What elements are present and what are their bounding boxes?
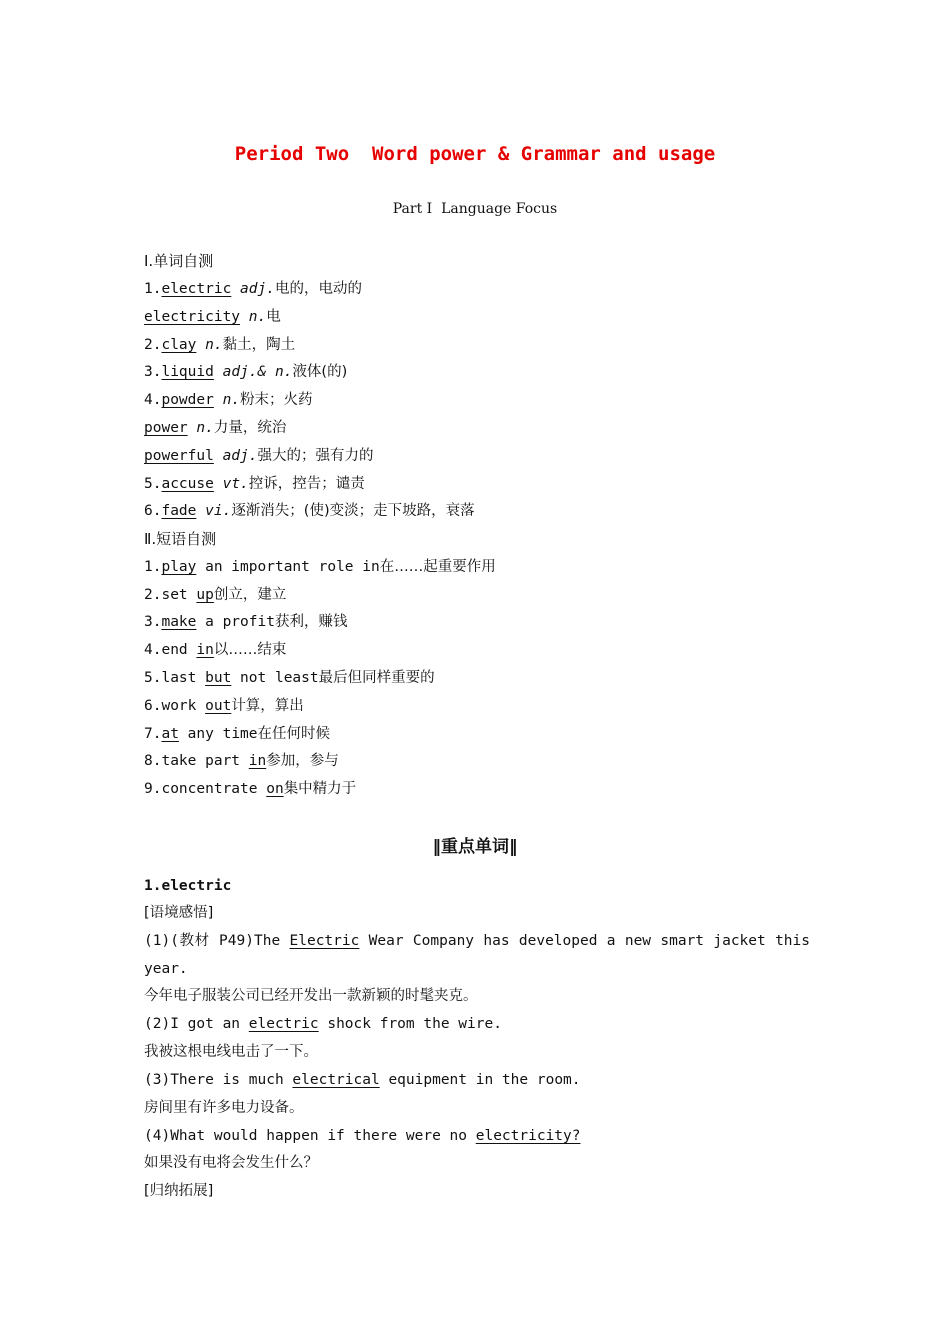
vocab-item: [144, 390, 313, 410]
example-translation: 我被这根电线电击了一下。: [144, 1044, 318, 1060]
example-prefix: (1)(教材 P49)The: [144, 933, 290, 949]
example-keyword: electrical: [292, 1072, 380, 1088]
phrase-item: [144, 779, 356, 799]
phrase-suffix: a profit: [196, 614, 275, 630]
phrase-item: [144, 724, 330, 744]
example-keyword: electricity?: [475, 1128, 581, 1144]
vocab-meaning: 控诉，控告；谴责: [248, 476, 365, 492]
phrase-meaning: 在任何时候: [257, 726, 331, 742]
vocab-pos: vi.: [196, 503, 232, 519]
example-suffix: shock from the wire.: [318, 1016, 502, 1032]
example-sentence: [144, 1014, 810, 1034]
vocab-word: powder: [161, 392, 214, 408]
phrase-item: [144, 751, 339, 771]
phrase-blank: in: [196, 642, 214, 658]
vocab-number: 4.: [144, 392, 162, 408]
phrase-meaning: 集中精力于: [283, 781, 357, 797]
vocab-word: liquid: [161, 364, 214, 380]
vocab-pos: n.: [240, 309, 267, 325]
vocab-pos: adj.: [231, 281, 275, 297]
part-heading: Part Ⅰ Language Focus: [392, 201, 558, 217]
vocab-word: accuse: [161, 476, 214, 492]
phrase-suffix: any time: [178, 726, 258, 742]
vocab-pos: n.: [187, 420, 214, 436]
phrase-meaning: 创立，建立: [213, 587, 287, 603]
vocab-item: [144, 362, 347, 382]
vocab-word: clay: [161, 337, 197, 353]
vocab-pos: adj.: [213, 448, 258, 464]
vocab-pos: adj.& n.: [213, 364, 293, 380]
phrase-meaning: 计算，算出: [231, 698, 304, 714]
phrase-meaning: 在……起重要作用: [379, 559, 496, 575]
phrase-blank: in: [248, 753, 267, 769]
example-suffix: Wear Company has developed a new smart jacket this year.: [144, 933, 810, 977]
phrase-blank: at: [161, 726, 179, 742]
vocab-item: [144, 418, 286, 438]
vocab-word: power: [144, 420, 188, 436]
vocab-item: [144, 501, 475, 521]
vocab-meaning: 液体(的): [292, 364, 348, 380]
page-title: Period Two Word power & Grammar and usage: [234, 143, 716, 165]
vocab-number: 3.: [144, 364, 162, 380]
example-prefix: (2)I got an: [144, 1016, 249, 1032]
phrase-prefix: 4.end: [144, 642, 197, 658]
vocab-meaning: 黏土，陶土: [222, 337, 296, 353]
phrase-prefix: 5.last: [144, 670, 206, 686]
example-translation: 如果没有电将会发生什么？: [144, 1155, 318, 1171]
phrase-item: [144, 612, 347, 632]
example-translation: 今年电子服装公司已经开发出一款新颖的时髦夹克。: [144, 988, 478, 1004]
vocab-meaning: 逐渐消失；(使)变淡；走下坡路，衰落: [231, 503, 475, 519]
vocab-item: [144, 474, 365, 494]
summary-label: [归纳拓展]: [144, 1183, 214, 1199]
vocab-number: 5.: [144, 476, 162, 492]
example-prefix: (4)What would happen if there were no: [144, 1128, 476, 1144]
phrase-prefix: 7.: [144, 726, 162, 742]
phrase-blank: make: [161, 614, 197, 630]
phrase-blank: play: [161, 559, 197, 575]
phrase-meaning: 以……结束: [213, 642, 287, 658]
vocab-meaning: 粉末；火药: [240, 392, 313, 408]
example-sentence: [144, 1126, 810, 1146]
vocab-pos: n.: [196, 337, 223, 353]
phrase-meaning: 最后但同样重要的: [318, 670, 435, 686]
example-keyword: Electric: [289, 933, 360, 949]
example-translation: 房间里有许多电力设备。: [144, 1100, 304, 1116]
phrase-prefix: 2.set: [144, 587, 197, 603]
vocab-meaning: 电的，电动的: [274, 281, 362, 297]
example-prefix: (3)There is much: [144, 1072, 293, 1088]
phrase-blank: but: [205, 670, 232, 686]
vocab-item: [144, 279, 362, 299]
phrase-blank: on: [266, 781, 284, 797]
vocab-pos: vt.: [213, 476, 249, 492]
phrase-meaning: 获利，赚钱: [274, 614, 348, 630]
phrase-item: [144, 557, 496, 577]
example-keyword: electric: [248, 1016, 319, 1032]
phrase-suffix: not least: [231, 670, 319, 686]
phrase-meaning: 参加，参与: [266, 753, 339, 769]
vocab-number: 2.: [144, 337, 162, 353]
vocab-pos: n.: [213, 392, 241, 408]
example-sentence: [144, 927, 810, 983]
vocab-word: fade: [161, 503, 197, 519]
vocab-item: [144, 307, 281, 327]
phrase-prefix: 8.take part: [144, 753, 249, 769]
phrase-item: [144, 640, 286, 660]
vocab-word: electric: [161, 281, 232, 297]
phrase-item: [144, 668, 435, 688]
example-suffix: equipment in the room.: [379, 1072, 581, 1088]
phrase-blank: out: [205, 698, 232, 714]
example-sentence: [144, 1070, 810, 1090]
vocab-item: [144, 335, 295, 355]
word-entry: 1.electric: [144, 878, 232, 894]
vocab-heading: Ⅰ.单词自测: [144, 252, 214, 270]
phrase-suffix: an important role in: [196, 559, 380, 575]
section-title: ‖重点单词‖: [432, 837, 518, 857]
context-label: [语境感悟]: [144, 905, 214, 921]
phrase-prefix: 3.: [144, 614, 162, 630]
phrase-item: [144, 696, 304, 716]
phrase-heading: Ⅱ.短语自测: [144, 530, 217, 548]
phrase-prefix: 9.concentrate: [144, 781, 267, 797]
vocab-word: powerful: [144, 448, 214, 464]
vocab-word: electricity: [144, 309, 241, 325]
phrase-prefix: 6.work: [144, 698, 206, 714]
vocab-number: 1.: [144, 281, 162, 297]
phrase-item: [144, 585, 286, 605]
phrase-prefix: 1.: [144, 559, 162, 575]
vocab-item: [144, 446, 374, 466]
phrase-blank: up: [196, 587, 214, 603]
vocab-number: 6.: [144, 503, 162, 519]
vocab-meaning: 电: [266, 309, 281, 325]
vocab-meaning: 力量，统治: [213, 420, 287, 436]
vocab-meaning: 强大的；强有力的: [257, 448, 374, 464]
